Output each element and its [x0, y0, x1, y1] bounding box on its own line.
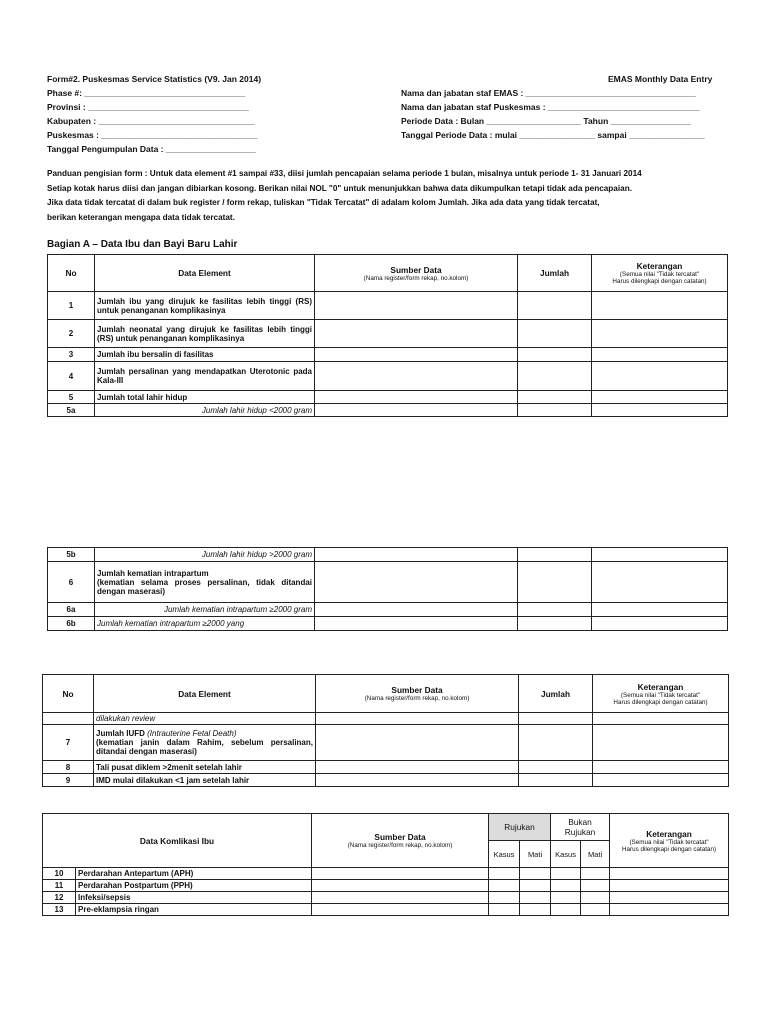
ket-sub1: (Semua nilai "Tidak tercatat": [629, 838, 709, 846]
col-no: No: [43, 675, 94, 713]
col-rujukan-mati: Mati: [520, 841, 551, 868]
instruction-line: Panduan pengisian form : Untuk data element #1 sampai #33, diisi jumlah pencapaian selama periode 1 bulan, misalnya untuk periode 1- 31 Januari 2014: [47, 169, 642, 178]
tanggal-periode-field[interactable]: Tanggal Periode Data : mulai ________________ sampai ________________: [401, 130, 705, 140]
provinsi-field[interactable]: Provinsi : __________________________________: [47, 102, 249, 112]
jumlah-cell[interactable]: [518, 617, 592, 631]
table-komplikasi-ibu: [42, 813, 729, 916]
row-text: [95, 562, 315, 603]
bukan-mati-cell[interactable]: [581, 880, 610, 892]
jumlah-cell[interactable]: [518, 404, 592, 417]
col-jumlah: Jumlah: [518, 255, 592, 292]
row-no: 10: [43, 868, 76, 880]
row-text: Jumlah ibu bersalin di fasilitas: [95, 348, 315, 362]
row-text: [94, 725, 316, 761]
sumber-cell[interactable]: [316, 713, 519, 725]
col-data-element: Data Element: [94, 675, 316, 713]
row-no: 4: [48, 362, 95, 391]
table-row: [43, 880, 729, 892]
sumber-sub: (Nama register/form rekap, no.kolom): [364, 695, 470, 702]
keterangan-cell[interactable]: [592, 292, 728, 320]
sumber-sub: (Nama register/form rekap, no.kolom): [363, 274, 469, 282]
row-text: Jumlah neonatal yang dirujuk ke fasilitas lebih tinggi (RS) untuk penanganan komplikasinya: [95, 320, 315, 348]
col-sumber-data: [312, 814, 489, 868]
keterangan-cell[interactable]: [593, 725, 729, 761]
keterangan-cell[interactable]: [592, 548, 728, 562]
row-no: 8: [43, 761, 94, 774]
row-text: dilakukan review: [94, 713, 316, 725]
table-section-a-part3: [42, 674, 729, 787]
table-row: [48, 404, 728, 417]
table-row: [48, 603, 728, 617]
jumlah-cell[interactable]: [519, 713, 593, 725]
table-row: [48, 292, 728, 320]
table-row: [48, 617, 728, 631]
col-bukan-rujukan: Bukan Rujukan: [551, 814, 610, 841]
row-no: 6a: [48, 603, 95, 617]
keterangan-cell[interactable]: [592, 404, 728, 417]
staf-puskesmas-field[interactable]: Nama dan jabatan staf Puskesmas : ________________________________: [401, 102, 700, 112]
sumber-cell[interactable]: [315, 617, 518, 631]
keterangan-cell[interactable]: [592, 362, 728, 391]
col-keterangan: [593, 675, 729, 713]
sumber-cell[interactable]: [315, 348, 518, 362]
row-text: Infeksi/sepsis: [76, 892, 312, 904]
table-row: [48, 348, 728, 362]
row-text-line1: Jumlah kematian intrapartum: [97, 568, 209, 578]
jumlah-cell[interactable]: [518, 320, 592, 348]
col-keterangan: [610, 814, 729, 868]
sumber-cell[interactable]: [312, 880, 489, 892]
phase-field[interactable]: Phase #: __________________________________: [47, 88, 246, 98]
row-text: Jumlah total lahir hidup: [95, 391, 315, 404]
sumber-cell[interactable]: [312, 868, 489, 880]
ket-label: Keterangan: [646, 828, 692, 839]
row-no: 7: [43, 725, 94, 761]
jumlah-cell[interactable]: [519, 774, 593, 787]
row-no: 11: [43, 880, 76, 892]
col-keterangan: [592, 255, 728, 292]
col-sumber-data: [316, 675, 519, 713]
ket-sub2: Harus dilengkapi dengan catatan): [613, 698, 708, 706]
bukan-kasus-cell[interactable]: [551, 892, 581, 904]
keterangan-cell[interactable]: [592, 348, 728, 362]
bukan-mati-cell[interactable]: [581, 892, 610, 904]
col-bukan-mati: Mati: [581, 841, 610, 868]
row-no: 6b: [48, 617, 95, 631]
row-text-line2: (kematian janin dalam Rahim, sebelum persalinan, ditandai dengan maserasi): [96, 738, 313, 756]
table-row: [43, 892, 729, 904]
sumber-cell[interactable]: [315, 292, 518, 320]
sumber-cell[interactable]: [312, 892, 489, 904]
row-text: Jumlah ibu yang dirujuk ke fasilitas lebih tinggi (RS) untuk penanganan komplikasinya: [95, 292, 315, 320]
keterangan-cell[interactable]: [610, 868, 729, 880]
col-bukan-kasus: Kasus: [551, 841, 581, 868]
table-row: [48, 548, 728, 562]
table-row: [48, 362, 728, 391]
sumber-cell[interactable]: [315, 362, 518, 391]
sumber-cell[interactable]: [312, 904, 489, 916]
bukan-mati-cell[interactable]: [581, 868, 610, 880]
table-section-a-part1: [47, 254, 728, 417]
right-title: EMAS Monthly Data Entry: [608, 74, 713, 84]
jumlah-cell[interactable]: [519, 761, 593, 774]
rujukan-mati-cell[interactable]: [520, 904, 551, 916]
bukan-kasus-cell[interactable]: [551, 868, 581, 880]
row-text-line1: [96, 729, 313, 738]
jumlah-cell[interactable]: [518, 362, 592, 391]
staf-emas-field[interactable]: Nama dan jabatan staf EMAS : ____________________________________: [401, 88, 696, 98]
kabupaten-field[interactable]: Kabupaten : _________________________________: [47, 116, 255, 126]
col-jumlah: Jumlah: [519, 675, 593, 713]
table-row: [43, 868, 729, 880]
table-row: [48, 391, 728, 404]
row-text: Jumlah persalinan yang mendapatkan Uterotonic pada Kala-III: [95, 362, 315, 391]
row-text-italic: (Intrauterine Fetal Death): [147, 729, 237, 738]
row-text: Jumlah kematian intrapartum ≥2000 yang: [95, 617, 315, 631]
keterangan-cell[interactable]: [610, 904, 729, 916]
rujukan-kasus-cell[interactable]: [489, 868, 520, 880]
sumber-label: Sumber Data: [374, 832, 426, 842]
sumber-cell[interactable]: [316, 761, 519, 774]
bukan-mati-cell[interactable]: [581, 904, 610, 916]
rujukan-mati-cell[interactable]: [520, 880, 551, 892]
table-row: [43, 713, 729, 725]
rujukan-kasus-cell[interactable]: [489, 892, 520, 904]
keterangan-cell[interactable]: [593, 713, 729, 725]
keterangan-cell[interactable]: [610, 880, 729, 892]
keterangan-cell[interactable]: [592, 320, 728, 348]
sumber-cell[interactable]: [315, 404, 518, 417]
sumber-cell[interactable]: [315, 320, 518, 348]
sumber-cell[interactable]: [315, 603, 518, 617]
row-text: Perdarahan Antepartum (APH): [76, 868, 312, 880]
rujukan-mati-cell[interactable]: [520, 868, 551, 880]
jumlah-cell[interactable]: [519, 725, 593, 761]
table-row: [48, 320, 728, 348]
sumber-cell[interactable]: [316, 725, 519, 761]
keterangan-cell[interactable]: [592, 603, 728, 617]
row-text: IMD mulai dilakukan <1 jam setelah lahir: [94, 774, 316, 787]
row-text: Perdarahan Postpartum (PPH): [76, 880, 312, 892]
ket-label: Keterangan: [637, 681, 684, 692]
jumlah-cell[interactable]: [518, 348, 592, 362]
ket-label: Keterangan: [636, 261, 683, 271]
keterangan-cell[interactable]: [593, 774, 729, 787]
rujukan-mati-cell[interactable]: [520, 892, 551, 904]
sumber-label: Sumber Data: [391, 685, 443, 695]
sumber-cell[interactable]: [315, 562, 518, 603]
instructions: [47, 167, 737, 225]
keterangan-cell[interactable]: [592, 562, 728, 603]
periode-data-field[interactable]: Periode Data : Bulan ____________________ Tahun _________________: [401, 116, 691, 126]
col-rujukan-kasus: Kasus: [489, 841, 520, 868]
jumlah-cell[interactable]: [518, 391, 592, 404]
table-row: [43, 761, 729, 774]
jumlah-cell[interactable]: [518, 562, 592, 603]
puskesmas-field[interactable]: Puskesmas : _________________________________: [47, 130, 258, 140]
row-no: 5a: [48, 404, 95, 417]
row-no: 6: [48, 562, 95, 603]
instruction-line: Setiap kotak harus diisi dan jangan dibiarkan kosong. Berikan nilai NOL "0" untuk menunjukkan bahwa data dikumpulkan tetapi tidak ada pencapaian.: [47, 183, 632, 193]
row-text-line2: (kematian selama proses persalinan, tidak ditandai dengan maserasi): [97, 577, 312, 596]
keterangan-cell[interactable]: [610, 892, 729, 904]
row-text: Pre-eklampsia ringan: [76, 904, 312, 916]
rujukan-kasus-cell[interactable]: [489, 880, 520, 892]
tanggal-pengumpulan-field[interactable]: Tanggal Pengumpulan Data : ___________________: [47, 144, 256, 154]
ket-sub2: Harus dilengkapi dengan catatan): [612, 278, 707, 285]
jumlah-cell[interactable]: [518, 548, 592, 562]
instruction-line: berikan keterangan mengapa data tidak tercatat.: [47, 212, 235, 222]
row-no: 3: [48, 348, 95, 362]
sumber-cell[interactable]: [315, 391, 518, 404]
rujukan-kasus-cell[interactable]: [489, 904, 520, 916]
row-text: Jumlah lahir hidup <2000 gram: [95, 404, 315, 417]
row-no: 1: [48, 292, 95, 320]
row-text: Jumlah lahir hidup >2000 gram: [95, 548, 315, 562]
col-rujukan: Rujukan: [489, 814, 551, 841]
row-no: 13: [43, 904, 76, 916]
row-text: Jumlah kematian intrapartum ≥2000 gram: [95, 603, 315, 617]
section-a-title: Bagian A – Data Ibu dan Bayi Baru Lahir: [47, 239, 238, 250]
table-row: [43, 904, 729, 916]
sumber-cell[interactable]: [316, 774, 519, 787]
sumber-sub: (Nama register/form rekap, no.kolom): [347, 842, 453, 849]
bukan-kasus-cell[interactable]: [551, 904, 581, 916]
col-data-element: Data Element: [95, 255, 315, 292]
sumber-label: Sumber Data: [390, 264, 442, 275]
sumber-cell[interactable]: [315, 548, 518, 562]
row-no: 2: [48, 320, 95, 348]
row-no: 5: [48, 391, 95, 404]
form-title: Form#2. Puskesmas Service Statistics (V9. Jan 2014): [47, 74, 262, 84]
table-section-a-part2: [47, 547, 728, 631]
col-sumber-data: [315, 255, 518, 292]
keterangan-cell[interactable]: [592, 391, 728, 404]
ket-sub1: (Semua nilai "Tidak tercatat": [620, 691, 701, 699]
instruction-line: Jika data tidak tercatat di dalam buk register / form rekap, tuliskan "Tidak Tercatat" di adalam kolom Jumlah. Jika ada data yang tidak tercatat,: [47, 198, 600, 207]
table-row: [48, 562, 728, 603]
ket-sub1: (Semua nilai "Tidak tercatat": [619, 271, 700, 278]
keterangan-cell[interactable]: [592, 617, 728, 631]
col-no: No: [48, 255, 95, 292]
row-no: [43, 713, 94, 725]
table-row: [43, 774, 729, 787]
jumlah-cell[interactable]: [518, 603, 592, 617]
row-text-bold: Jumlah IUFD: [96, 729, 145, 738]
col-data-komplikasi: Data Komlikasi Ibu: [43, 814, 312, 868]
row-no: 12: [43, 892, 76, 904]
row-no: 9: [43, 774, 94, 787]
ket-sub2: Harus dilengkapi dengan catatan): [621, 845, 717, 853]
table-row: [43, 725, 729, 761]
bukan-kasus-cell[interactable]: [551, 880, 581, 892]
keterangan-cell[interactable]: [593, 761, 729, 774]
jumlah-cell[interactable]: [518, 292, 592, 320]
row-text: Tali pusat diklem >2menit setelah lahir: [94, 761, 316, 774]
row-no: 5b: [48, 548, 95, 562]
